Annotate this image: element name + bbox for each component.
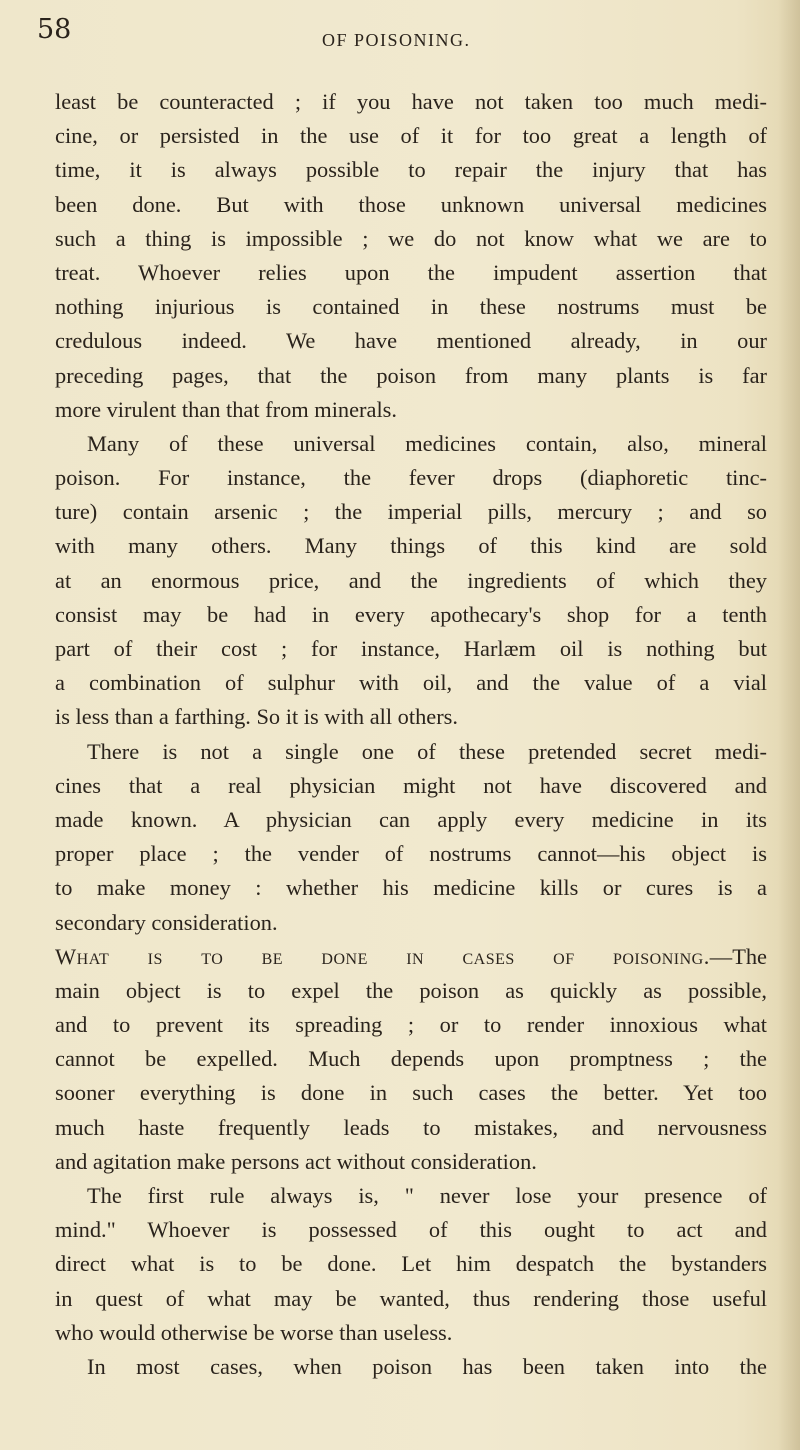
text-line: Many of these universal medicines contain, also, mineral	[87, 430, 767, 456]
text-line: cine, or persisted in the use of it for too great a length of	[55, 123, 767, 149]
text-line: main object is to expel the poison as quickly as possible,	[55, 977, 767, 1003]
text-line: made known. A physician can apply every medicine in its	[55, 806, 767, 832]
text-line: In most cases, when poison has been taken into the	[87, 1353, 767, 1379]
text-line: The first rule always is, " never lose your presence of	[87, 1183, 767, 1208]
text-line: in quest of what may be wanted, thus rendering those useful	[55, 1285, 767, 1311]
page-number: 58	[37, 14, 72, 45]
section-heading-tail: —The	[709, 943, 767, 969]
text-line: mind." Whoever is possessed of this ought to act and	[55, 1217, 767, 1243]
text-line: at an enormous price, and the ingredients of which they	[55, 567, 767, 593]
text-line: ture) contain arsenic ; the imperial pills, mercury ; and so	[55, 499, 767, 525]
page-edge-shadow	[778, 0, 800, 1450]
text-line: more virulent than that from minerals.	[55, 396, 397, 422]
text-line: part of their cost ; for instance, Harlæm oil is nothing but	[55, 636, 767, 661]
text-line: poison. For instance, the fever drops (diaphoretic tinc-	[55, 465, 767, 491]
text-line: much haste frequently leads to mistakes, and nervousness	[55, 1114, 767, 1140]
text-line: is less than a farthing. So it is with all others.	[55, 704, 458, 730]
text-line: nothing injurious is contained in these nostrums must be	[55, 294, 767, 320]
text-line: been done. But with those unknown universal medicines	[55, 191, 767, 217]
text-line: secondary consideration.	[55, 909, 278, 935]
text-line: least be counteracted ; if you have not taken too much medi-	[55, 89, 767, 114]
text-line: time, it is always possible to repair the injury that has	[55, 157, 767, 183]
running-head: OF POISONING.	[322, 30, 471, 50]
text-line: a combination of sulphur with oil, and the value of a vial	[55, 670, 767, 696]
text-line: proper place ; the vender of nostrums cannot—his object is	[55, 841, 767, 867]
text-line: who would otherwise be worse than useless.	[55, 1319, 453, 1345]
section-heading: What is to be done in cases of poisoning.	[55, 943, 710, 969]
text-line: credulous indeed. We have mentioned already, in our	[55, 328, 767, 354]
text-line: treat. Whoever relies upon the impudent assertion that	[55, 259, 767, 285]
text-line: consist may be had in every apothecary's shop for a tenth	[55, 601, 767, 627]
section-heading-line	[55, 940, 767, 974]
text-line: and to prevent its spreading ; or to render innoxious what	[55, 1012, 767, 1038]
text-line: cannot be expelled. Much depends upon promptness ; the	[55, 1046, 767, 1072]
text-line: There is not a single one of these pretended secret medi-	[87, 738, 767, 764]
text-line: preceding pages, that the poison from many plants is far	[55, 362, 767, 388]
text-line: with many others. Many things of this kind are sold	[55, 533, 767, 559]
text-line: and agitation make persons act without consideration.	[55, 1148, 537, 1174]
body-text	[55, 85, 767, 1384]
text-line: direct what is to be done. Let him despatch the bystanders	[55, 1251, 767, 1277]
text-line: to make money : whether his medicine kills or cures is a	[55, 875, 767, 901]
text-line: cines that a real physician might not have discovered and	[55, 772, 767, 798]
text-line: such a thing is impossible ; we do not know what we are to	[55, 225, 767, 251]
text-line: sooner everything is done in such cases the better. Yet too	[55, 1080, 767, 1106]
